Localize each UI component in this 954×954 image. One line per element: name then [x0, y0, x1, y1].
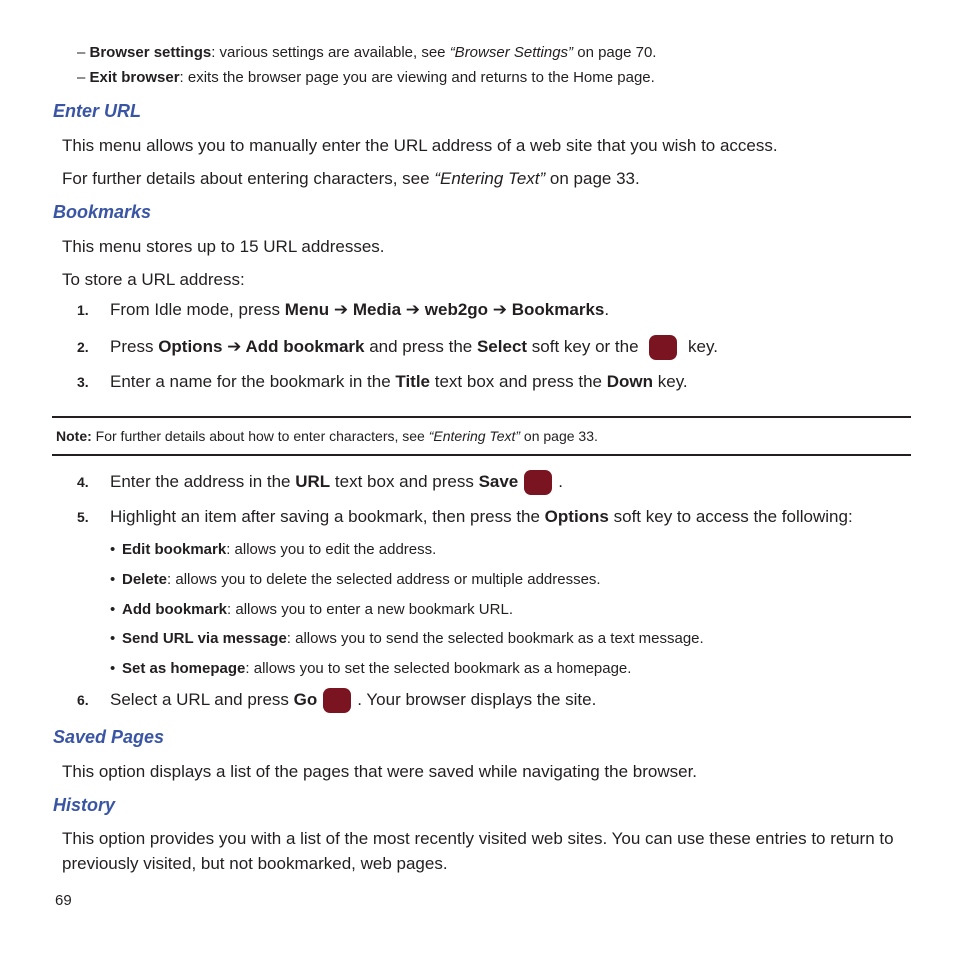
list-item-send-url: • Send URL via message: allows you to send the selected bookmark as a text message.: [110, 630, 704, 647]
arrow-icon: ➔: [488, 300, 512, 319]
bullet-icon: •: [110, 571, 116, 588]
arrow-icon: ➔: [329, 300, 353, 319]
paragraph-enter-url: This menu allows you to manually enter the URL address of a web site that you wish to access.: [62, 136, 778, 155]
go-key-icon: [323, 688, 351, 713]
cross-reference: “Entering Text”: [428, 428, 521, 444]
list-item-edit-bookmark: • Edit bookmark: allows you to edit the address.: [110, 541, 437, 558]
heading-bookmarks: Bookmarks: [53, 202, 152, 222]
heading-saved-pages: Saved Pages: [53, 727, 165, 747]
step-6: 6. Select a URL and press Go . Your browser displays the site.: [77, 686, 596, 714]
paragraph-history-line1: This option provides you with a list of the most recently visited web sites. You can use these entries to return to: [62, 829, 894, 848]
term-browser-settings: Browser settings: [89, 44, 212, 61]
cross-reference: “Entering Text”: [434, 169, 546, 188]
list-item-add-bookmark: • Add bookmark: allows you to enter a new bookmark URL.: [110, 601, 513, 618]
term-exit-browser: Exit browser: [89, 69, 180, 86]
bullet-icon: •: [110, 660, 116, 677]
note-top-rule: [52, 416, 911, 418]
note-label: Note:: [56, 428, 92, 444]
center-key-icon: [649, 335, 677, 360]
step-2: 2. Press Options ➔ Add bookmark and press the Select soft key or the key.: [77, 333, 718, 361]
bullet-icon: •: [110, 630, 116, 647]
step-number: 3.: [77, 374, 89, 390]
step-1: 1. From Idle mode, press Menu ➔ Media ➔ web2go ➔ Bookmarks.: [77, 300, 610, 319]
step-5: 5. Highlight an item after saving a bookmark, then press the Options soft key to access the following:: [77, 507, 853, 526]
heading-history: History: [53, 795, 116, 815]
page-number: 69: [55, 892, 72, 909]
step-3: 3. Enter a name for the bookmark in the Title text box and press the Down key.: [77, 372, 688, 391]
step-number: 5.: [77, 509, 89, 525]
note: Note: For further details about how to enter characters, see “Entering Text” on page 33.: [56, 428, 598, 444]
step-number: 1.: [77, 302, 89, 318]
arrow-icon: ➔: [222, 337, 246, 356]
bullet-icon: •: [110, 601, 116, 618]
dash-item-browser-settings: – Browser settings: various settings are available, see “Browser Settings” on page 70.: [77, 44, 657, 61]
dash-item-exit-browser: – Exit browser: exits the browser page you are viewing and returns to the Home page.: [77, 69, 655, 86]
heading-enter-url: Enter URL: [53, 101, 142, 121]
arrow-icon: ➔: [401, 300, 425, 319]
paragraph-store-url: To store a URL address:: [62, 270, 245, 289]
paragraph-enter-url-details: For further details about entering characters, see “Entering Text” on page 33.: [62, 169, 640, 188]
step-number: 6.: [77, 692, 89, 708]
paragraph-bookmarks: This menu stores up to 15 URL addresses.: [62, 237, 385, 256]
list-item-set-homepage: • Set as homepage: allows you to set the selected bookmark as a homepage.: [110, 660, 632, 677]
step-number: 4.: [77, 474, 89, 490]
note-bottom-rule: [52, 454, 911, 456]
save-key-icon: [524, 470, 552, 495]
list-item-delete: • Delete: allows you to delete the selected address or multiple addresses.: [110, 571, 601, 588]
cross-reference: “Browser Settings”: [449, 44, 574, 61]
paragraph-history-line2: previously visited, but not bookmarked, web pages.: [62, 854, 448, 873]
step-4: 4. Enter the address in the URL text box and press Save .: [77, 468, 563, 496]
paragraph-saved-pages: This option displays a list of the pages that were saved while navigating the browser.: [62, 762, 698, 781]
step-number: 2.: [77, 339, 89, 355]
bullet-icon: •: [110, 541, 116, 558]
